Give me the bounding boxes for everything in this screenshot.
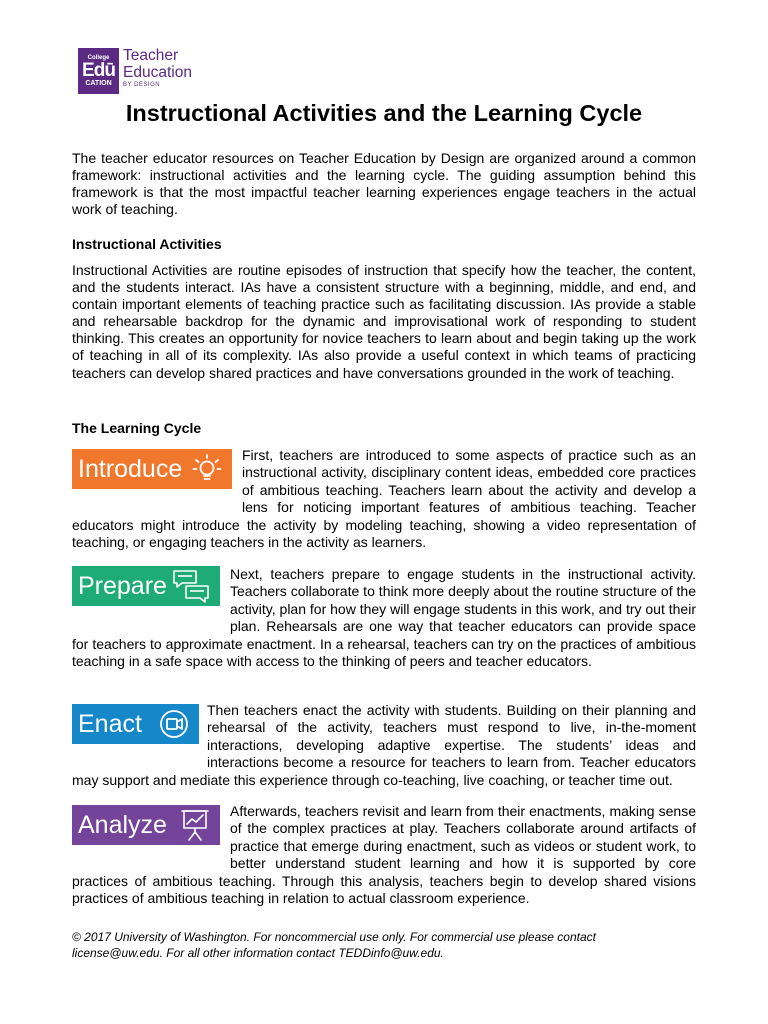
- cycle-text-analyze: Afterwards, teachers revisit and learn from their enactments, making sense of the complex practices at play. Teachers collaborate around artifacts of practice that emerge during enactment, such as videos or student work, to better understand student learning and how it is supported by core practices of ambitious teaching. Through this analysis, teachers begin to develop shared visions practices of ambitious teaching in relation to actual classroom experience.: [72, 803, 696, 907]
- logo-text-line2: Education: [123, 63, 192, 81]
- introduce-label: Introduce: [78, 454, 183, 483]
- ia-paragraph: Instructional Activities are routine episodes of instruction that specify how the teacher, the content, and the students interact. IAs have a consistent structure with a beginning, middle, and end, and contain important elements of teaching practice such as facilitating discussion. IAs provide a stable and rehearsable backdrop for the dynamic and improvisational work of responding to student thinking. This creates an opportunity for novice teachers to learn about and begin taking up the work of teaching in all of its complexity. IAs also provide a useful context in which teams of practicing teachers can develop shared practices and have conversations grounded in the work of teaching.: [72, 262, 696, 381]
- logo-text-line3: BY DESIGN: [123, 82, 161, 88]
- ia-heading: Instructional Activities: [72, 236, 222, 252]
- enact-label: Enact: [78, 709, 142, 738]
- analyze-badge: [72, 805, 220, 845]
- logo-wordmark: [123, 48, 192, 88]
- cycle-text-enact: Then teachers enact the activity with students. Building on their planning and rehearsal of the activity, teachers must respond to live, in-the-moment interactions, developing adaptive expertise. The students’ ideas and interactions become a resource for teachers to learn from. Teacher educators may support and mediate this experience through co-teaching, live coaching, or teacher time out.: [72, 702, 696, 788]
- introduce-badge: [72, 449, 232, 489]
- chat-bubbles-icon: [172, 569, 210, 603]
- prepare-badge: [72, 566, 220, 606]
- logo: [78, 48, 192, 94]
- logo-mark: [78, 48, 119, 94]
- cycle-text-prepare: Next, teachers prepare to engage students in the instructional activity. Teachers collaborate to think more deeply about the routine structure of the activity, plan for how they will engage students in this work, and try out their plan. Rehearsals are one way that teacher educators can provide space for teachers to approximate enactment. In a rehearsal, teachers can try on the practices of ambitious teaching in a safe space with access to the thinking of peers and teacher educators.: [72, 566, 696, 670]
- presentation-board-icon: [180, 808, 210, 842]
- learning-cycle-heading: The Learning Cycle: [72, 420, 202, 436]
- footer-line1: © 2017 University of Washington. For noncommercial use only. For commercial use please contact: [72, 930, 596, 944]
- page-title: Instructional Activities and the Learning Cycle: [125, 100, 643, 126]
- footer-note: [72, 929, 696, 961]
- video-camera-icon: [159, 709, 189, 739]
- enact-badge: [72, 704, 199, 744]
- lightbulb-icon: [192, 453, 222, 485]
- logo-text-line1: Teacher: [123, 47, 179, 64]
- prepare-label: Prepare: [78, 571, 167, 600]
- cycle-text-introduce: First, teachers are introduced to some aspects of practice such as an instructional activity, disciplinary content ideas, embedded core practices of ambitious teaching. Teachers learn about the activity and develop a lens for noticing important features of ambitious teaching. Teacher educators might introduce the activity by modeling teaching, showing a video representation of teaching, or engaging teachers in the activity as learners.: [72, 447, 696, 551]
- footer-line2: license@uw.edu. For all other information contact TEDDinfo@uw.edu.: [72, 946, 444, 960]
- logo-mark-line1: College: [87, 55, 110, 61]
- logo-mark-line3: CATION: [85, 80, 112, 87]
- intro-paragraph: The teacher educator resources on Teacher Education by Design are organized around a common framework: instructional activities and the learning cycle. The guiding assumption behind this framework is that the most impactful teacher learning experiences engage teachers in the actual work of teaching.: [72, 150, 696, 218]
- analyze-label: Analyze: [78, 810, 167, 839]
- logo-mark-line2: Edū: [82, 60, 115, 81]
